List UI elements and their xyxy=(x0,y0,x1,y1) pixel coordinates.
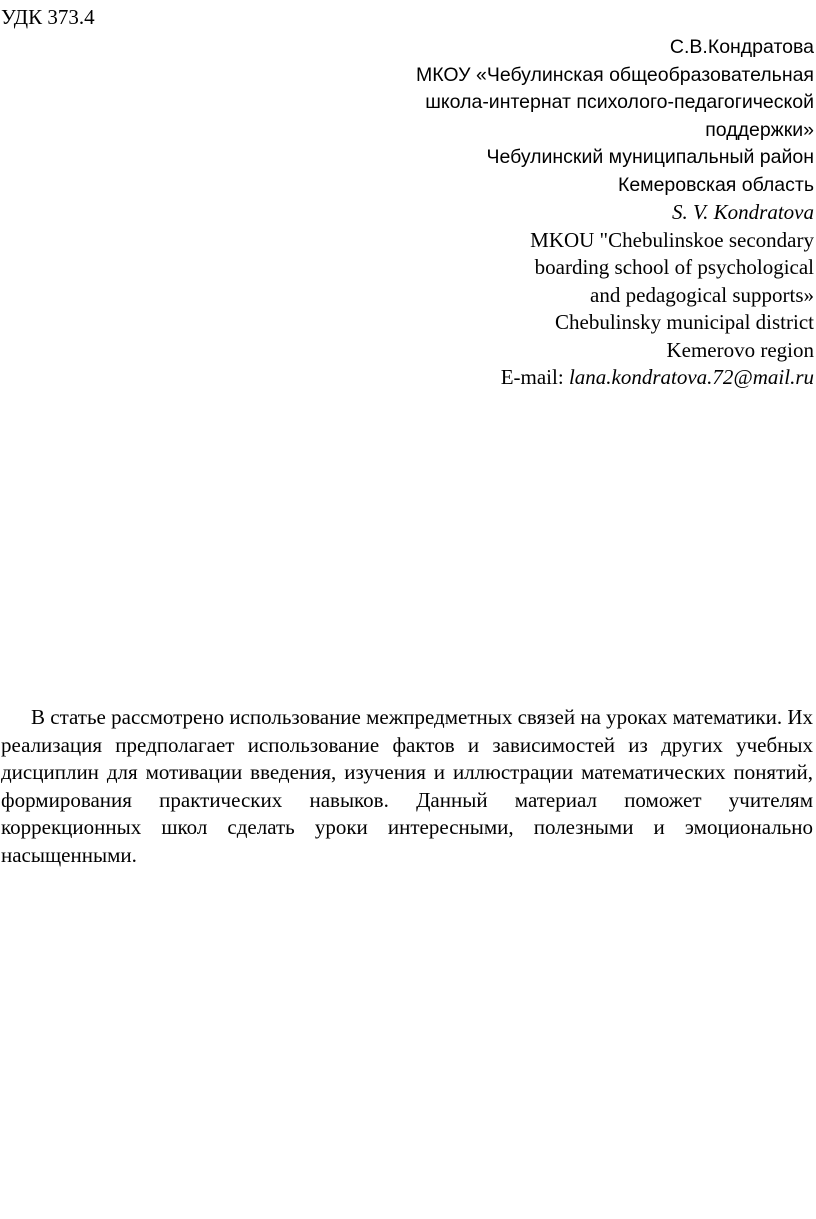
author-name-ru: С.В.Кондратова xyxy=(669,36,814,58)
organization-ru-line-1: МКОУ «Чебулинская общеобразовательная xyxy=(416,63,814,86)
organization-ru-line-3: поддержки» xyxy=(705,118,814,141)
email-address[interactable]: lana.kondratova.72@mail.ru xyxy=(568,365,814,389)
region-ru: Кемеровская область xyxy=(617,173,814,196)
district-en: Chebulinsky municipal district xyxy=(555,310,814,334)
email-line xyxy=(174,364,814,392)
udk-code: УДК 373.4 xyxy=(1,5,95,29)
email-label: E-mail: xyxy=(500,365,564,389)
organization-en-line-3: and pedagogical supports» xyxy=(590,282,814,307)
organization-en-line-2: boarding school of psychological xyxy=(534,255,814,279)
author-name-en: S. V. Kondratova xyxy=(672,200,814,224)
author-info-block xyxy=(174,34,814,392)
organization-ru-line-2: школа-интернат психолого-педагогической xyxy=(425,91,814,113)
abstract-paragraph: В статье рассмотрено использование межпредметных связей на уроках математики. Их реализация предполагает использование фактов и зависимостей из других учебных дисциплин для мотивации введения, изучения и иллюстрации математических понятий, формирования практических навыков. Данный материал поможет учителям коррекционных школ сделать уроки интересными, полезными и эмоционально насыщенными. xyxy=(1,705,813,867)
district-ru: Чебулинский муниципальный район xyxy=(486,146,814,168)
region-en: Kemerovo region xyxy=(666,337,814,362)
organization-en-line-1: MKOU "Chebulinskoe secondary xyxy=(530,227,814,252)
